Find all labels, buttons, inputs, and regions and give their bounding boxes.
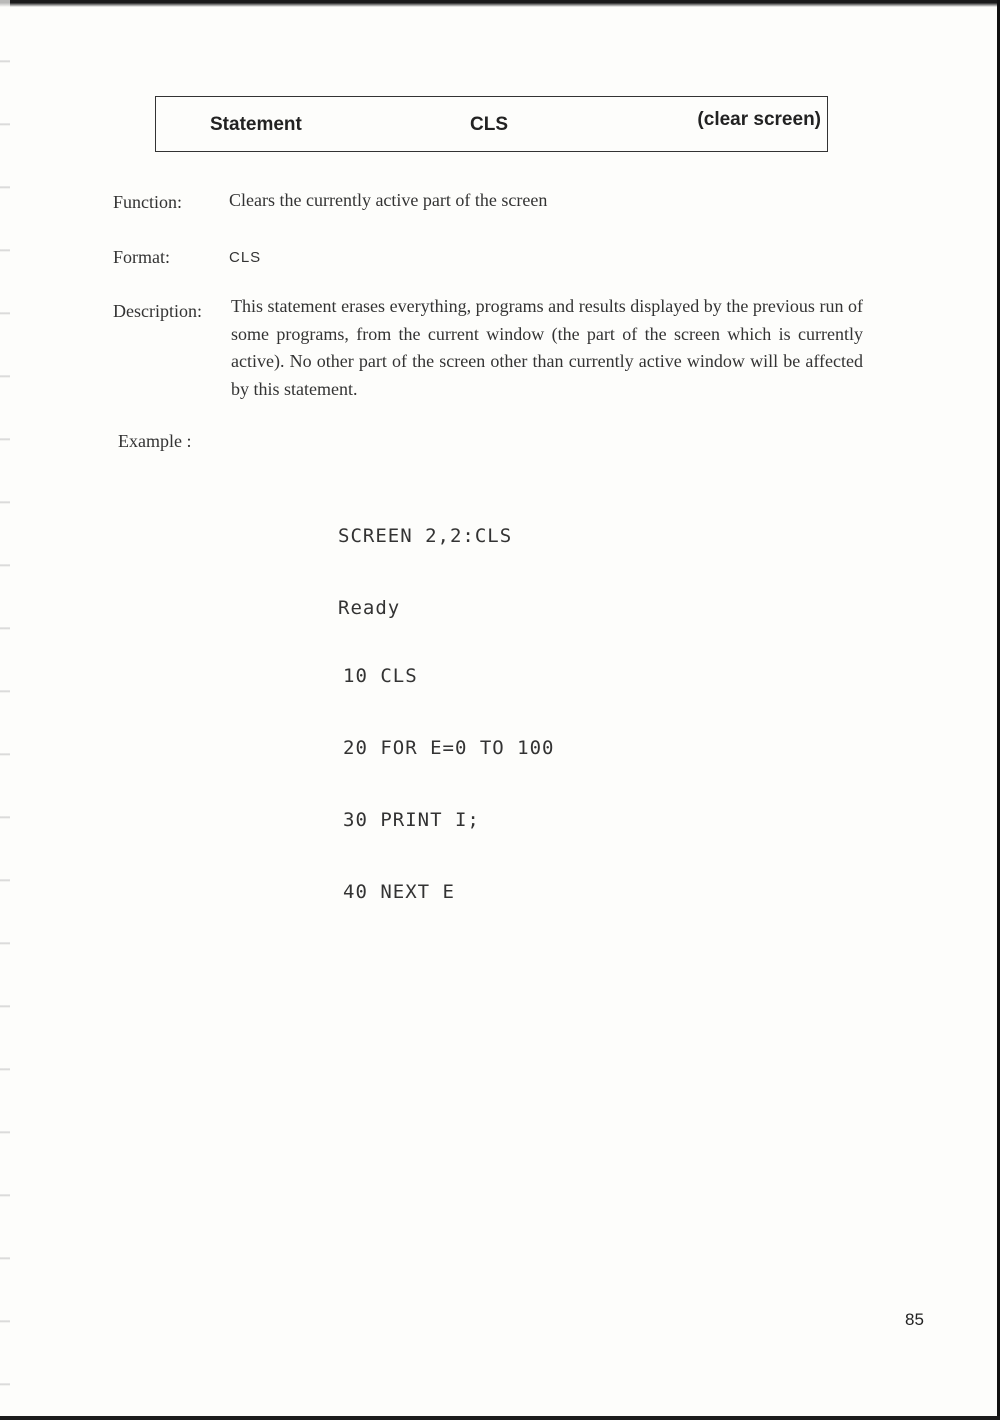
code-line: 20 FOR E=0 TO 100	[343, 737, 555, 759]
code-line: 30 PRINT I;	[343, 809, 480, 831]
code-line: 10 CLS	[343, 665, 418, 687]
page-left-edge	[0, 0, 10, 1420]
code-line: 40 NEXT E	[343, 881, 455, 903]
header-command-meaning: (clear screen)	[697, 109, 821, 130]
format-text: CLS	[229, 249, 262, 266]
function-text: Clears the currently active part of the screen	[229, 190, 548, 210]
description-text: This statement erases everything, programs and results displayed by the previous run of some programs, from the current window (the part of the screen which is currently active). No other part of the screen other than currently active window will be affected by this statement.	[231, 296, 863, 399]
page-number: 85	[905, 1310, 924, 1329]
example-label: Example :	[118, 431, 192, 451]
code-line: Ready	[338, 597, 401, 619]
header-command-name: CLS	[470, 114, 508, 135]
page-top-edge	[0, 0, 1000, 7]
format-label: Format:	[113, 247, 170, 267]
header-statement-label: Statement	[210, 114, 302, 135]
statement-header-box	[155, 96, 828, 152]
code-line: SCREEN 2,2:CLS	[338, 525, 513, 547]
description-label: Description:	[113, 301, 202, 321]
function-label: Function:	[113, 192, 183, 212]
page-bottom-edge	[0, 1416, 1000, 1420]
example-code-block-2	[343, 616, 554, 928]
